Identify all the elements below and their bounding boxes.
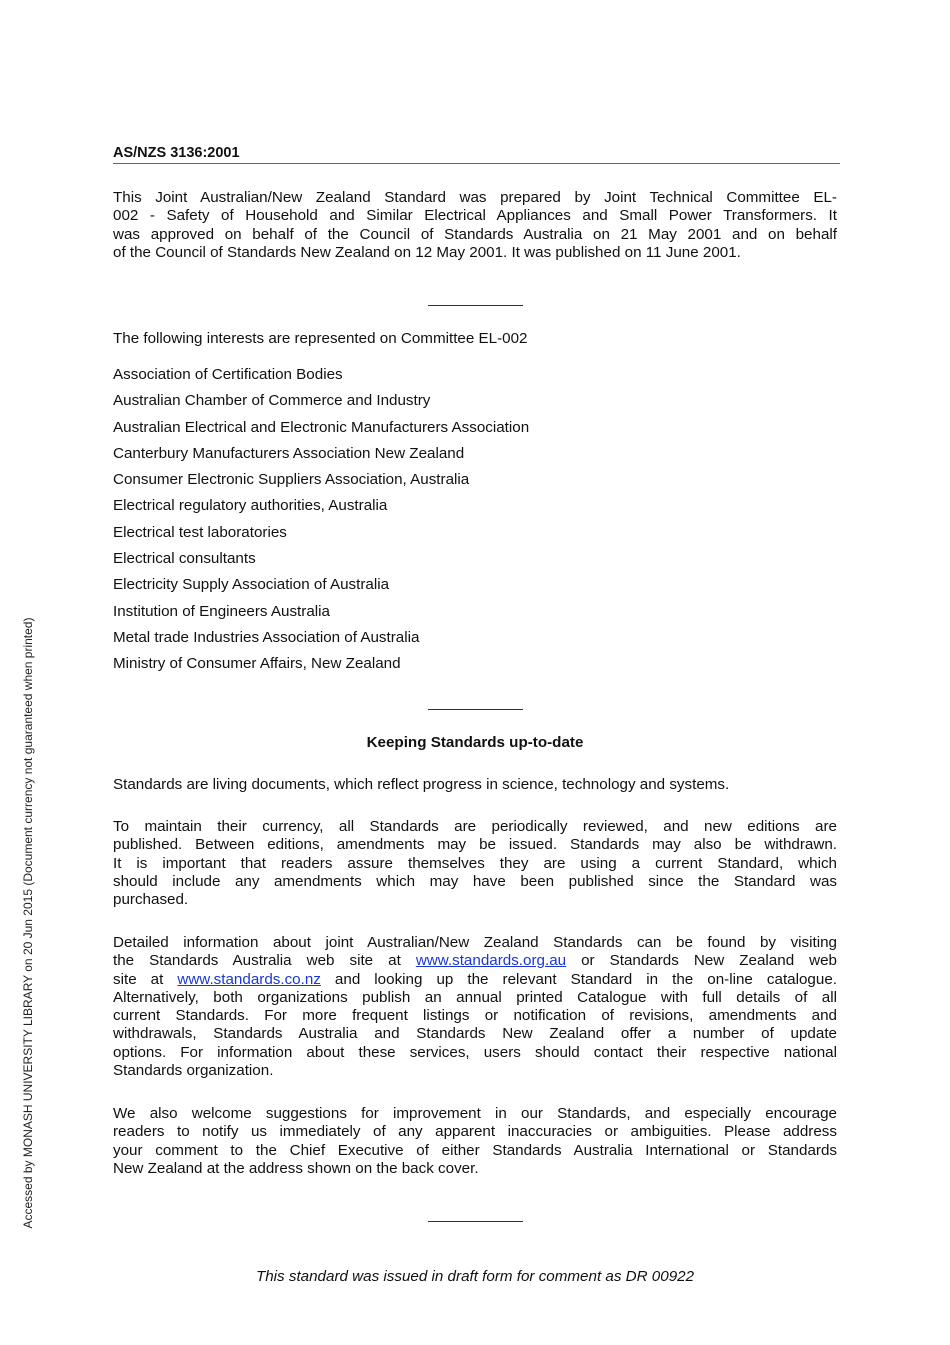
intro-paragraph <box>113 189 837 262</box>
text-segment: Standards organization. <box>113 1062 274 1080</box>
committee-member: Electricity Supply Association of Australia <box>113 576 390 594</box>
committee-member: Electrical test laboratories <box>113 523 287 541</box>
text-segment: withdrawals, Standards Australia and Standards New Zealand offer a number of update <box>113 1025 837 1043</box>
text-segment: or Standards New Zealand web <box>566 952 838 970</box>
committee-member: Electrical consultants <box>113 550 256 568</box>
text-line <box>113 1044 837 1062</box>
committee-member-list <box>113 366 837 682</box>
committee-member: Consumer Electronic Suppliers Association, Australia <box>113 471 470 489</box>
keeping-paragraph-4 <box>113 1105 837 1178</box>
draft-note: This standard was issued in draft form for comment as DR 00922 <box>255 1268 695 1285</box>
keeping-paragraph-3 <box>113 934 837 1080</box>
website-link[interactable]: www.standards.org.au <box>415 952 567 970</box>
committee-member: Association of Certification Bodies <box>113 366 343 383</box>
website-link[interactable]: www.standards.co.nz <box>177 970 321 988</box>
text-line <box>113 934 837 952</box>
committee-member: Electrical regulatory authorities, Australia <box>113 497 388 515</box>
text-segment: the Standards Australia web site at <box>113 952 416 970</box>
text-line: 002 - Safety of Household and Similar Electrical Appliances and Small Power Transformers. It <box>113 207 837 225</box>
committee-member: Institution of Engineers Australia <box>113 602 330 620</box>
committee-member: Australian Chamber of Commerce and Industry <box>113 392 431 410</box>
header-rule <box>113 163 840 164</box>
keeping-heading: Keeping Standards up-to-date <box>366 734 584 751</box>
keeping-paragraph-1: Standards are living documents, which reflect progress in science, technology and systems. <box>113 776 730 793</box>
text-line: We also welcome suggestions for improvement in our Standards, and especially encourage <box>113 1105 837 1122</box>
text-line <box>113 1025 837 1043</box>
committee-intro: The following interests are represented on Committee EL-002 <box>113 330 528 347</box>
text-line: New Zealand at the address shown on the back cover. <box>113 1159 479 1177</box>
committee-member: Metal trade Industries Association of Australia <box>113 628 420 646</box>
keeping-paragraph-2 <box>113 818 837 909</box>
text-line: of the Council of Standards New Zealand on 12 May 2001. It was published on 11 June 2001. <box>113 243 741 261</box>
text-line <box>113 1062 837 1080</box>
text-segment: Detailed information about joint Australian/New Zealand Standards can be found by visiting <box>113 934 837 951</box>
text-line: To maintain their currency, all Standards are periodically reviewed, and new editions are <box>113 818 837 835</box>
section-divider <box>428 305 523 306</box>
text-segment: options. For information about these services, users should contact their respective national <box>113 1043 837 1061</box>
text-segment: and looking up the relevant Standard in the on-line catalogue. <box>320 970 837 988</box>
text-line: your comment to the Chief Executive of either Standards Australia International or Standards <box>113 1141 837 1159</box>
text-line <box>113 952 837 970</box>
section-divider <box>428 1221 523 1222</box>
text-segment: Alternatively, both organizations publish an annual printed Catalogue with full details of all <box>113 988 837 1006</box>
text-segment: site at <box>113 970 178 988</box>
section-divider <box>428 709 523 710</box>
text-line <box>113 971 837 989</box>
text-segment: current Standards. For more frequent listings or notification of revisions, amendments and <box>113 1007 837 1025</box>
text-line: should include any amendments which may have been published since the Standard was <box>113 872 837 890</box>
text-line <box>113 989 837 1007</box>
text-line: purchased. <box>113 891 189 909</box>
committee-member: Ministry of Consumer Affairs, New Zealand <box>113 655 401 673</box>
text-line: readers to notify us immediately of any apparent inaccuracies or ambiguities. Please address <box>113 1123 837 1141</box>
committee-member: Canterbury Manufacturers Association New Zealand <box>113 444 465 462</box>
text-line: was approved on behalf of the Council of Standards Australia on 21 May 2001 and on behalf <box>113 225 837 243</box>
committee-member: Australian Electrical and Electronic Manufacturers Association <box>113 418 530 436</box>
standard-designation: AS/NZS 3136:2001 <box>113 145 240 161</box>
text-line: This Joint Australian/New Zealand Standard was prepared by Joint Technical Committee EL- <box>113 189 837 206</box>
text-line: published. Between editions, amendments may be issued. Standards may also be withdrawn. <box>113 836 837 854</box>
text-line: It is important that readers assure themselves they are using a current Standard, which <box>113 854 837 872</box>
text-line <box>113 1007 837 1025</box>
access-watermark: Accessed by MONASH UNIVERSITY LIBRARY on 20 Jun 2015 (Document currency not guaranteed when printed) <box>21 617 35 1229</box>
